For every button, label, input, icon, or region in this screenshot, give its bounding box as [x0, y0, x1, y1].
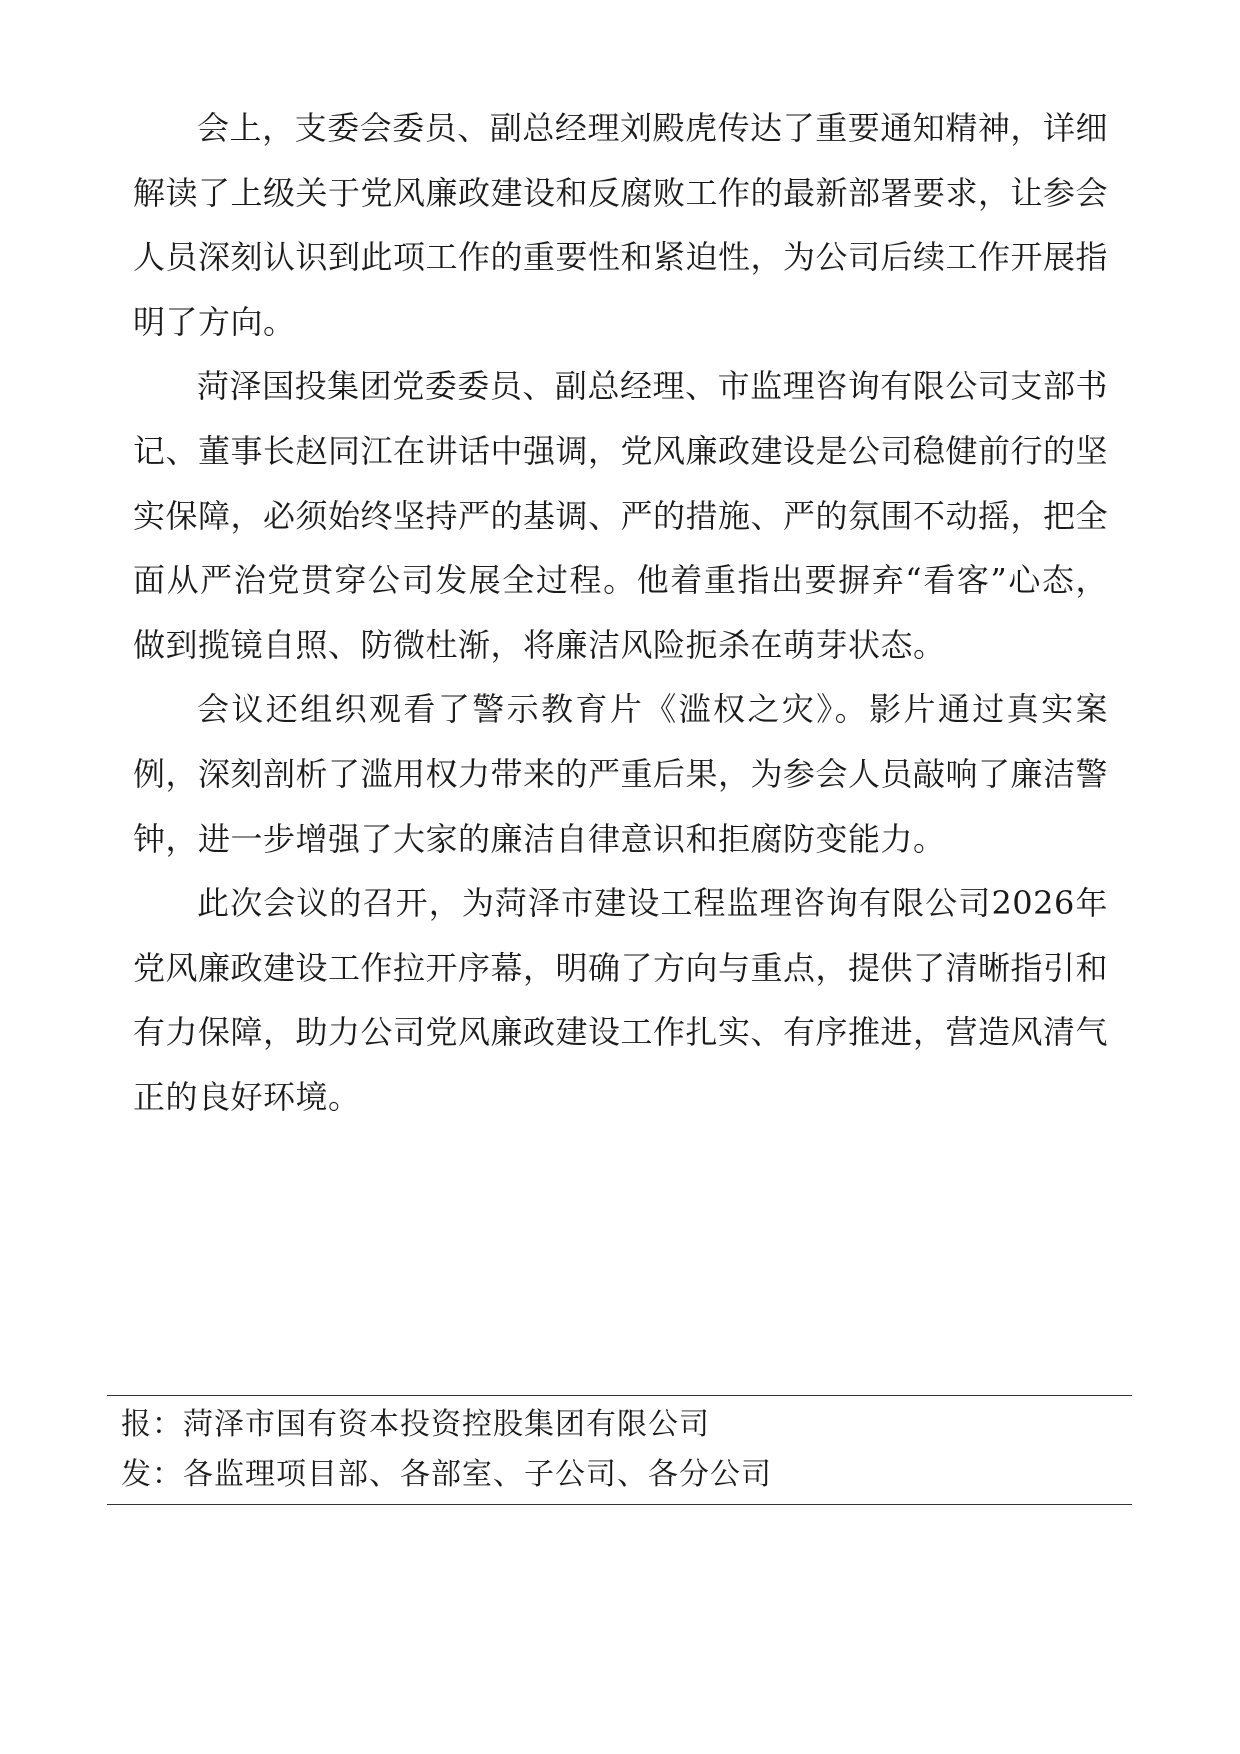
footer-top-rule — [107, 1395, 1132, 1396]
send-recipients: 各监理项目部、各部室、子公司、各分公司 — [183, 1457, 772, 1492]
paragraph-conclusion: 此次会议的召开，为菏泽市建设工程监理咨询有限公司2026年党风廉政建设工作拉开序幕，明确了方向与重点，提供了清晰指引和有力保障，助力公司党风廉政建设工作扎实、有序推进，营造风清气正的良好环境。 — [133, 884, 1109, 1116]
distribution-footer — [107, 1395, 1132, 1505]
send-label: 发： — [121, 1457, 183, 1492]
report-to-line — [107, 1400, 1132, 1450]
paragraph-meeting-notice: 会上，支委会委员、副总经理刘殿虎传达了重要通知精神，详细解读了上级关于党风廉政建设和反腐败工作的最新部署要求，让参会人员深刻认识到此项工作的重要性和紧迫性，为公司后续工作开展指明了方向。 — [133, 109, 1109, 341]
report-label: 报： — [121, 1407, 183, 1442]
paragraph-chairman-speech: 菏泽国投集团党委委员、副总经理、市监理咨询有限公司支部书记、董事长赵同江在讲话中强调，党风廉政建设是公司稳健前行的坚实保障，必须始终坚持严的基调、严的措施、严的氛围不动摇，把全面从严治党贯穿公司发展全过程。他着重指出要摒弃“看客”心态，做到揽镜自照、防微杜渐，将廉洁风险扼杀在萌芽状态。 — [133, 367, 1109, 664]
paragraph-warning-film: 会议还组织观看了警示教育片《滥权之灾》。影片通过真实案例，深刻剖析了滥用权力带来的严重后果，为参会人员敲响了廉洁警钟，进一步增强了大家的廉洁自律意识和拒腐防变能力。 — [133, 690, 1109, 858]
report-recipient: 菏泽市国有资本投资控股集团有限公司 — [183, 1407, 710, 1442]
send-to-line — [107, 1450, 1132, 1500]
footer-bottom-rule — [107, 1504, 1132, 1505]
document-body — [133, 96, 1108, 1130]
